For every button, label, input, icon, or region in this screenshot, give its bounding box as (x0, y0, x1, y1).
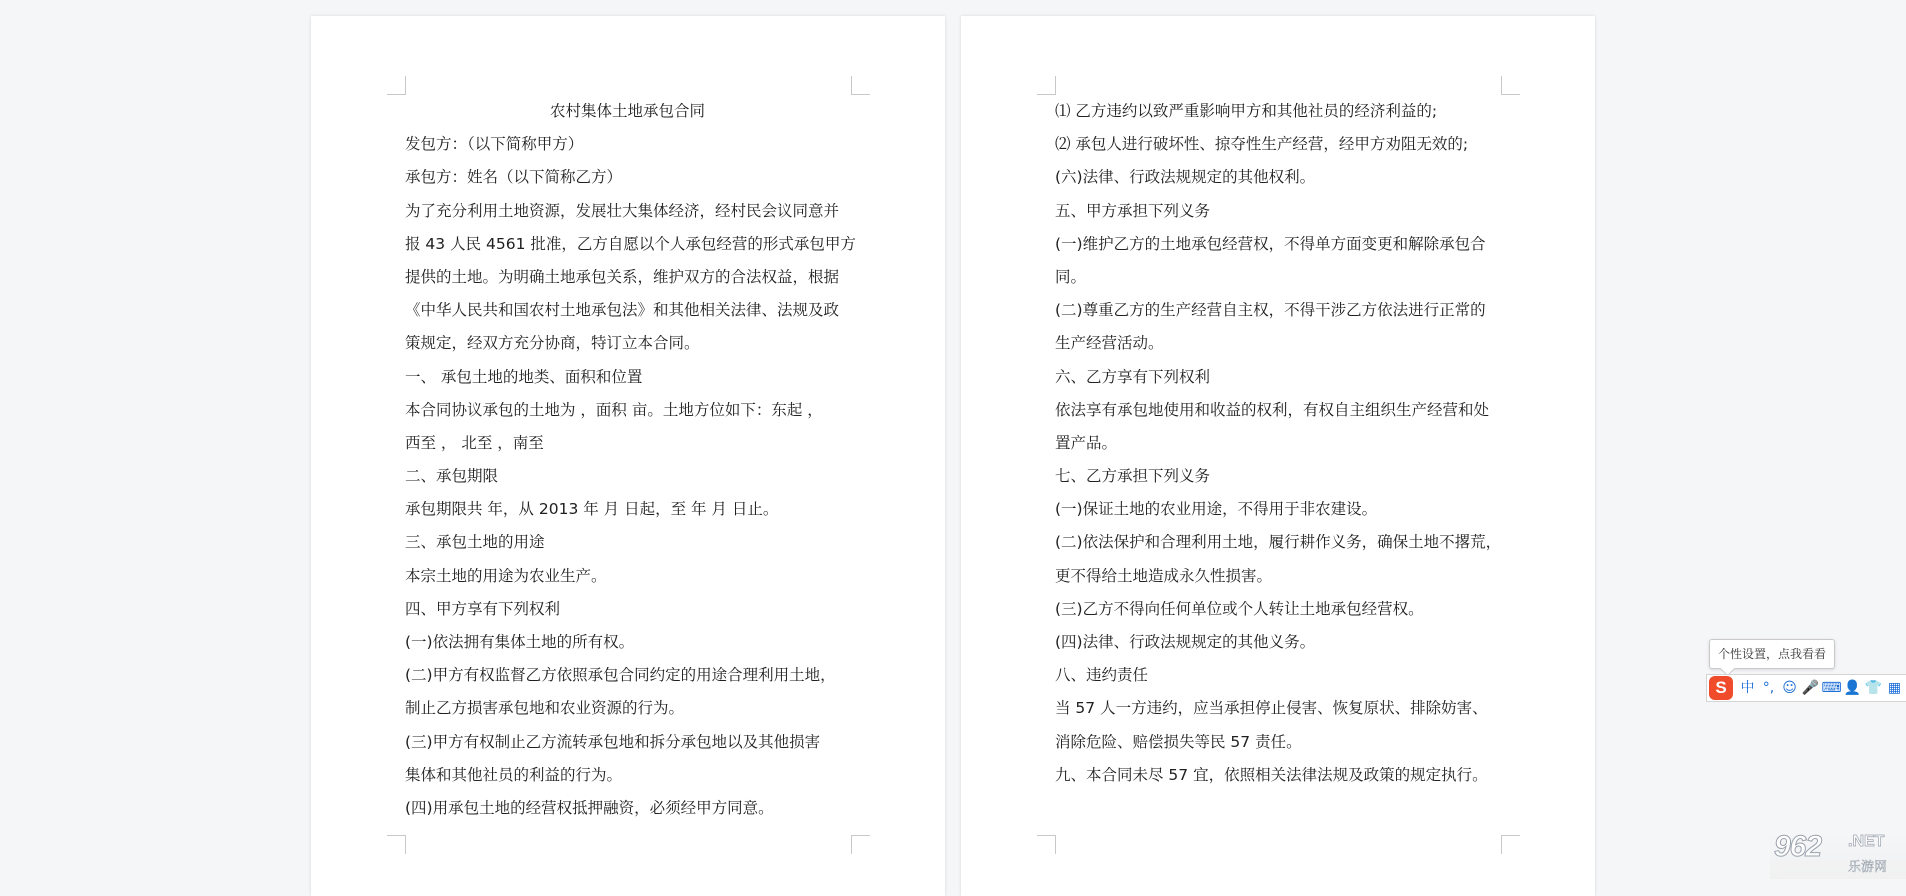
text-line: 五、甲方承担下列义务 (1055, 201, 1211, 220)
text-line: (二)甲方有权监督乙方依照承包合同约定的用途合理利用土地， (405, 666, 836, 685)
text-line: 本合同协议承包的土地为 ，面积 亩。土地方位如下：东起 ， (405, 400, 823, 419)
text-line: 集体和其他社员的利益的行为。 (405, 765, 623, 784)
text-line: 四、甲方享有下列权利 (405, 599, 561, 618)
text-line: (二)尊重乙方的生产经营自主权，不得干涉乙方依法进行正常的 (1055, 301, 1486, 320)
watermark-cn: 乐游网 (1848, 860, 1888, 875)
text-line: 六、乙方享有下列权利 (1055, 367, 1211, 386)
text-line: 提供的土地。为明确土地承包关系，维护双方的合法权益，根据 (405, 267, 840, 286)
text-line: 七、乙方承担下列义务 (1055, 467, 1211, 486)
text-line: 更不得给土地造成永久性损害。 (1055, 566, 1273, 585)
text-line: 一、 承包土地的地类、面积和位置 (405, 367, 643, 386)
text-line: 为了充分利用土地资源，发展壮大集体经济，经村民会议同意并 (405, 201, 840, 220)
keyboard-icon[interactable]: ⌨ (1821, 680, 1842, 696)
document-page-left[interactable] (311, 16, 945, 896)
text-line: 策规定，经双方充分协商，特订立本合同。 (405, 334, 700, 353)
text-line: ⑵ 承包人进行破坏性、掠夺性生产经营，经甲方劝阻无效的; (1055, 135, 1469, 154)
text-line: (一)保证土地的农业用途，不得用于非农建设。 (1055, 500, 1378, 519)
site-watermark (1770, 830, 1906, 879)
punctuation-toggle[interactable]: °, (1762, 680, 1775, 696)
skin-icon[interactable]: 👕 (1864, 680, 1883, 696)
document-page-right[interactable] (961, 16, 1595, 896)
text-line: (四)用承包土地的经营权抵押融资，必须经甲方同意。 (405, 798, 774, 817)
text-line: 依法享有承包地使用和收益的权利，有权自主组织生产经营和处 (1055, 400, 1490, 419)
text-line: 承包方：姓名（以下简称乙方） (405, 168, 623, 187)
toolbox-icon[interactable]: ▦ (1887, 680, 1902, 696)
text-line: (六)法律、行政法规规定的其他权利。 (1055, 168, 1316, 187)
margin-corner-top-right (1501, 76, 1520, 95)
text-line: 八、违约责任 (1055, 666, 1149, 685)
margin-corner-top-left (1037, 76, 1056, 95)
text-line: (一)维护乙方的土地承包经营权，不得单方面变更和解除承包合 (1055, 234, 1486, 253)
text-line: 置产品。 (1055, 433, 1118, 452)
chinese-mode-toggle[interactable]: 中 (1740, 680, 1755, 696)
document-title: 农村集体土地承包合同 (549, 102, 705, 120)
text-line: 当 57 人一方违约，应当承担停止侵害、恢复原状、排除妨害、 (1055, 699, 1488, 718)
text-line: 发包方：（以下简称甲方） (405, 135, 584, 154)
user-icon[interactable]: 👤 (1843, 680, 1862, 696)
margin-corner-bottom-right (851, 835, 870, 854)
text-line: 消除危险、赔偿损失等民 57 责任。 (1055, 732, 1302, 751)
text-line: 报 43 人民 4561 批准，乙方自愿以个人承包经营的形式承包甲方 (405, 234, 856, 253)
left-page-text[interactable] (405, 95, 856, 825)
margin-corner-bottom-left (387, 835, 406, 854)
text-line: 《中华人民共和国农村土地承包法》和其他相关法律、法规及政 (405, 301, 840, 320)
margin-corner-top-left (387, 76, 406, 95)
sogou-logo-icon[interactable]: S (1709, 676, 1733, 700)
text-line: 生产经营活动。 (1055, 334, 1164, 353)
text-line: 本宗土地的用途为农业生产。 (405, 566, 607, 585)
text-line: 二、承包期限 (405, 467, 499, 486)
text-line: ⑴ 乙方违约以致严重影响甲方和其他社员的经济利益的; (1055, 102, 1438, 120)
text-line: 西至 ， 北至 ，南至 (405, 433, 544, 452)
text-line: 制止乙方损害承包地和农业资源的行为。 (405, 699, 685, 718)
ime-tooltip[interactable]: 个性设置，点我看看 (1709, 639, 1835, 669)
text-line: 三、承包土地的用途 (405, 533, 545, 552)
text-line: (二)依法保护和合理利用土地，履行耕作义务，确保土地不撂荒， (1055, 533, 1502, 552)
ime-toolbar[interactable] (1706, 674, 1906, 702)
text-line: 同。 (1055, 267, 1087, 286)
emoji-icon[interactable]: ☺ (1782, 680, 1797, 696)
text-line: (四)法律、行政法规规定的其他义务。 (1055, 633, 1316, 651)
right-page-text[interactable] (1055, 95, 1500, 792)
watermark-number: 962 (1774, 830, 1822, 863)
text-line: (一)依法拥有集体土地的所有权。 (405, 633, 635, 651)
text-line: 九、本合同未尽 57 宜，依照相关法律法规及政策的规定执行。 (1055, 765, 1488, 784)
microphone-icon[interactable]: 🎤 (1801, 680, 1820, 696)
text-line: (三)甲方有权制止乙方流转承包地和拆分承包地以及其他损害 (405, 732, 821, 751)
text-line: (三)乙方不得向任何单位或个人转让土地承包经营权。 (1055, 599, 1424, 618)
margin-corner-bottom-right (1501, 835, 1520, 854)
margin-corner-top-right (851, 76, 870, 95)
text-line: 承包期限共 年，从 2013 年 月 日起，至 年 月 日止。 (405, 500, 779, 519)
margin-corner-bottom-left (1037, 835, 1056, 854)
watermark-net: .NET (1848, 833, 1885, 850)
